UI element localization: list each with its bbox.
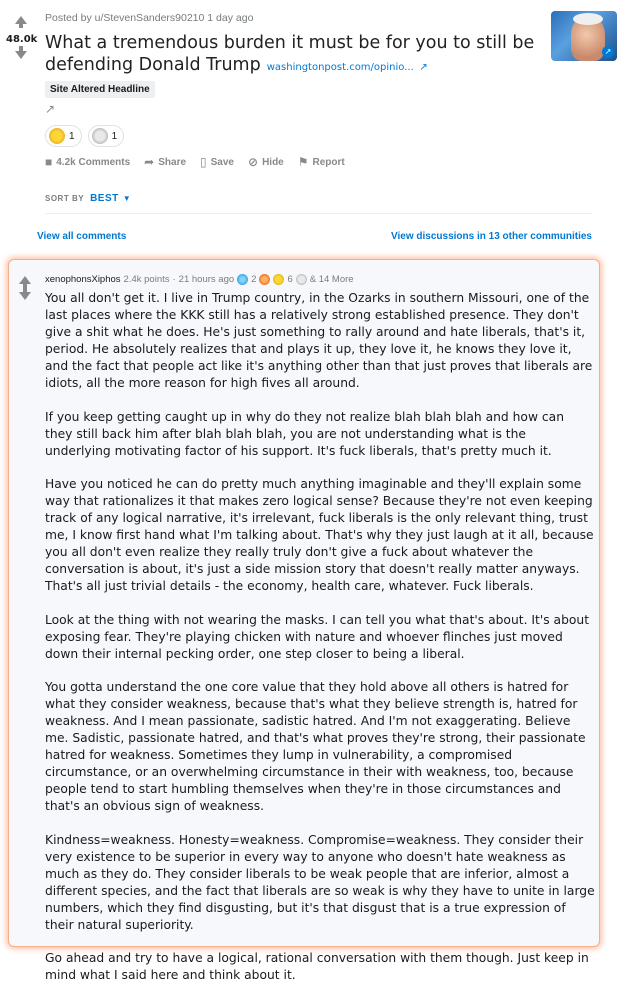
sort-by[interactable]: [45, 193, 131, 204]
upvote-icon[interactable]: [15, 16, 27, 24]
save-button[interactable]: ▯ Save: [200, 155, 234, 169]
comment-paragraph: If you keep getting caught up in why do they not realize blah blah blah and how can they still back him after blah blah blah, you are not understanding what is the underlying motivating factor of his support. It's fuck liberals, that's pretty much it.: [45, 409, 565, 458]
chevron-down-icon[interactable]: ▼: [122, 194, 132, 203]
comment-time[interactable]: 21 hours ago: [178, 274, 235, 285]
comment-paragraph: You gotta understand the one core value that they hold above all others is hatred for what they consider weakness, because that's what they believe strength is, hatred for weakness. And I mean passionate, sadistic hatred. And I'm not exaggerating. Believe me. Sadistic, passionate hatred, and that's what proves they're strong, their passionate hatred for weakness. Sometimes they lump in vulnerability, a compromised circumstance, or an overwhelming circumstance in their with weakness, too, because people tend to start humbling themselves when they're in those circumstances and that's an obvious sign of weakness.: [45, 679, 586, 814]
external-link-icon[interactable]: ↗: [419, 62, 428, 73]
hide-button[interactable]: ⊘ Hide: [248, 155, 284, 169]
posted-by[interactable]: Posted by u/StevenSanders90210 1 day ago: [45, 12, 254, 24]
post-title-text[interactable]: What a tremendous burden it must be for you to still be defending Donald Trump: [45, 33, 535, 75]
more-awards[interactable]: & 14 More: [309, 274, 354, 285]
award-count: 6: [287, 274, 293, 285]
external-share-icon[interactable]: ↗: [45, 102, 56, 116]
hide-icon: ⊘: [248, 155, 259, 169]
award-platinum[interactable]: [88, 125, 125, 147]
post-domain-link[interactable]: washingtonpost.com/opinio...: [266, 62, 414, 73]
award-count: 1: [111, 130, 118, 142]
comment-paragraph: You all don't get it. I live in Trump country, in the Ozarks in southern Missouri, one of the last places where the KKK still has a relatively strong established presence. They don't give a shit what he does. He's just something to rally around and hate liberals, that's it, period. He absolutely realizes that and plays it up, they love it, he knows they love it, and the fact that people act like it's anything other than that just proves that liberals are idiots, all the more reason for high fives all around.: [45, 291, 593, 391]
sort-value[interactable]: BEST: [90, 193, 119, 204]
post-actions: [45, 155, 345, 169]
award-gold[interactable]: [45, 125, 82, 147]
gold-award-icon: [49, 128, 65, 144]
view-all-comments-link[interactable]: View all comments: [37, 231, 127, 242]
thumbnail-hair: [573, 13, 603, 25]
comment-paragraph: Kindness=weakness. Honesty=weakness. Compromise=weakness. They consider their very existence to be superior in every way to anyone who doesn't hate weakness as much as they do. They consider liberals to be weak people that are inferior, almost a different species, and the fact that liberals are so weak is why they have to unite in large numbers, which they find disgusting, but it's that disgust that is a true expression of their natural superiority.: [45, 832, 595, 932]
bookmark-icon: ▯: [200, 155, 207, 169]
share-button[interactable]: ➦ Share: [144, 155, 187, 169]
report-button[interactable]: ⚑ Report: [297, 155, 345, 169]
downvote-icon[interactable]: [15, 51, 27, 59]
award-count: 1: [69, 130, 75, 142]
comment-vote-column: [18, 276, 32, 300]
thumbnail-link-icon: ↗: [602, 46, 614, 58]
platinum-award-icon[interactable]: [296, 274, 307, 285]
comment-paragraph: Have you noticed he can do pretty much anything imaginable and they'll explain some way that rationalizes it that makes zero logical sense? Because they're not even keeping track of any logical narrative, it's irrelevant, fuck liberals is the only relevant thing, trust me, I know first hand what I'm talking about. That's why they just laugh at it all, because you all don't even realize they really truly don't give a fuck about whatever the conversation is about, it's just a side mission story that doesn't really matter anyways. That's all just trivial details - the economy, health care, whatever. Fuck liberals.: [45, 476, 594, 594]
post-vote-column: [6, 12, 36, 59]
sort-label: SORT BY: [45, 194, 85, 203]
comment-paragraph: Look at the thing with not wearing the masks. I can tell you what that's about. It's about exposing fear. They're playing chicken with nature and whoever flinches just moved down their internal pecking order, one step closer to being a liberal.: [45, 612, 590, 661]
post-score: 48.0k: [6, 34, 38, 45]
comment-points: 2.4k points: [123, 274, 170, 285]
post-awards: [45, 125, 124, 147]
platinum-award-icon: [92, 128, 108, 144]
fire-award-icon[interactable]: [259, 274, 270, 285]
comment-icon: ■: [45, 155, 53, 169]
helpful-award-icon[interactable]: [237, 274, 248, 285]
post-flair[interactable]: Site Altered Headline: [45, 81, 155, 98]
post: [0, 0, 627, 252]
view-discussions-link[interactable]: View discussions in 13 other communities: [391, 231, 592, 242]
comment-author[interactable]: xenophonsXiphos: [45, 274, 121, 285]
post-title[interactable]: [45, 32, 540, 79]
gold-award-icon[interactable]: [273, 274, 284, 285]
comment-downvote-icon[interactable]: [19, 292, 31, 300]
comment-body: [45, 290, 595, 1000]
flag-icon: ⚑: [297, 155, 309, 169]
highlighted-comment: [8, 259, 600, 983]
comment-meta: [45, 274, 354, 285]
post-thumbnail[interactable]: [551, 11, 617, 61]
comments-button[interactable]: ■ 4.2k Comments: [45, 155, 131, 169]
comment-upvote-icon[interactable]: [19, 276, 31, 284]
share-icon: ➦: [144, 155, 155, 169]
divider: [45, 213, 592, 214]
award-count: 2: [251, 274, 257, 285]
comment-paragraph: Go ahead and try to have a logical, rational conversation with them though. Just keep in mind what I said here and think about it.: [45, 951, 589, 983]
meta-separator: ·: [172, 274, 176, 285]
